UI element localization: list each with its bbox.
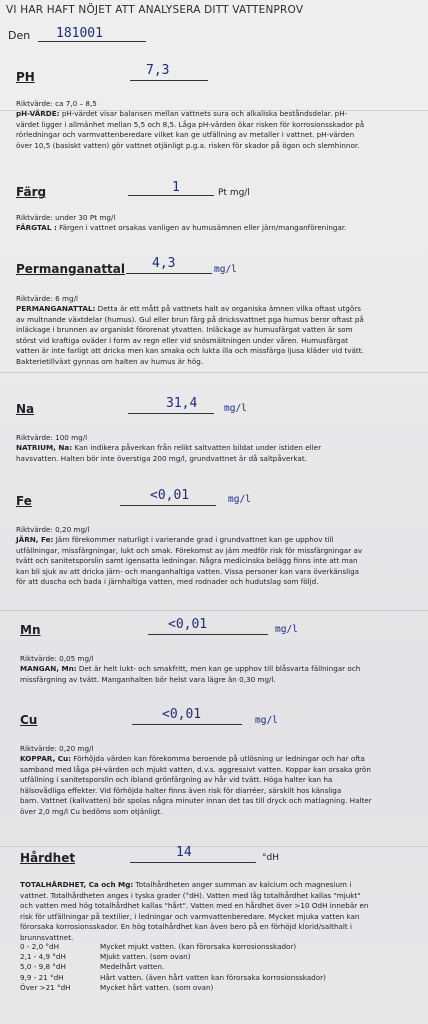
description-line: vatten är inte farligt att dricka men kan smaka och lukta illa och missfärga ljusa kläder vid tvätt. (16, 346, 364, 355)
param-value: <0,01 (168, 617, 208, 632)
date-label: Den (8, 29, 31, 42)
paper-fold (0, 846, 428, 847)
value-line (126, 273, 212, 274)
description-line: över 2,0 mg/l Cu bedöms som otjänligt. (20, 806, 163, 816)
param-value: 14 (176, 845, 192, 860)
hardness-text: Mycket hårt vatten. (som ovan) (100, 982, 214, 992)
param-name: Cu (20, 713, 38, 727)
description-line: Färgen i vattnet orsakas vanligen av humusämnen eller järn/manganföreningar. (59, 223, 347, 232)
description-line: utfällning i sanitetsporslin och ibland grönfärgning av hår vid tvätt. Höga halter kan ha (20, 775, 333, 784)
table-row (20, 942, 420, 952)
param-value: 31,4 (166, 396, 198, 411)
description-label: JÄRN, Fe: (16, 535, 54, 544)
value-line (130, 862, 256, 863)
description-line: kan bli sjuk av att dricka järn- och manganhaltiga vatten. Vissa personer kan vara överkänsliga (16, 566, 360, 576)
hardness-range: Över >21 °dH (20, 982, 71, 992)
description-line: brunnsvattnet. (20, 932, 74, 942)
table-row (20, 962, 420, 972)
description-label: PERMANGANATTAL: (16, 304, 96, 313)
description-line: för att duscha och bada i järnhaltiga vatten, med rodnader och hudutslag som följd. (16, 577, 319, 586)
param-name: Fe (16, 494, 32, 508)
date-line (38, 41, 146, 42)
description-line: Kan indikera påverkan från relikt saltvatten bildat under istiden eller (74, 443, 322, 452)
param-name: Permanganattal (16, 262, 126, 276)
description-line: barn. Vattnet (kallvatten) bör spolas några minuter innan det tas till dryck och matlagning. Halter (20, 796, 372, 805)
description-line: inläckage i brunnen av organiskt förorenat ytvatten. Inläckage av humusfärgat vatten är som (16, 325, 353, 334)
description-line: havsvatten. Halten bör inte överstiga 200 mg/l, grundvattnet är då saltpåverkat. (16, 453, 307, 463)
description-label: pH-VÄRDE: (16, 109, 60, 118)
table-row (20, 952, 420, 962)
unit-label: mg/l (255, 715, 278, 726)
description-label: FÄRGTAL : (16, 223, 57, 232)
hardness-text: Medelhårt vatten. (100, 962, 165, 972)
unit-label: mg/l (275, 624, 298, 635)
description-label: KOPPAR, Cu: (20, 754, 71, 763)
parameter-description (16, 443, 426, 464)
description-line: förorsaka korrosionsskador. En hög totalhårdhet kan även bero på en förhöjd klorid/salthalt i (20, 922, 353, 931)
hardness-text: Mjukt vatten. (som ovan) (100, 952, 191, 962)
description-label: MANGAN, Mn: (20, 664, 77, 673)
parameter-description (16, 304, 426, 367)
reference-value: Riktvärde: 6 mg/l (16, 294, 78, 303)
description-line: utfällningar, missfärgningar, lukt och smak. Förekomst av järn medför risk för missfärgningar av (16, 545, 363, 555)
unit-label: mg/l (214, 264, 237, 275)
param-name: Hårdhet (20, 851, 76, 865)
description-line: över 10,5 (basiskt vatten) gör vattnet otjänligt p.g.a. risken för skador på ögon och slemhinnor. (16, 140, 360, 150)
description-label: TOTALHÅRDHET, Ca och Mg: (20, 880, 134, 889)
value-line (128, 195, 214, 196)
hardness-text: Hårt vatten. (även hårt vatten kan förorsaka korrosionsskador) (100, 972, 326, 982)
param-value: <0,01 (150, 488, 190, 503)
param-name: Färg (16, 185, 47, 199)
parameter-description (20, 754, 428, 817)
reference-value: Riktvärde: ca 7,0 – 8,5 (16, 99, 97, 108)
hardness-text: Mycket mjukt vatten. (kan förorsaka korrosionsskador) (100, 942, 297, 951)
parameter-description (20, 880, 428, 943)
value-line (120, 505, 216, 506)
reference-value: Riktvärde: 0,20 mg/l (20, 744, 94, 753)
description-line: risk för utfällningar på textilier, i ledningar och varmvattenberedare. Mycket mjuka vatten kan (20, 911, 360, 921)
reference-value: Riktvärde: 0,05 mg/l (20, 654, 94, 663)
description-line: hälsovådliga effekter. Vid förhöjda halter finns även risk för diarréer, särskilt hos känsliga (20, 785, 342, 795)
description-line: Bakterietillväxt gynnas om halten av humus är hög. (16, 356, 204, 366)
hardness-range: 5,0 - 9,8 °dH (20, 962, 66, 972)
description-line: Totalhårdheten anger summan av kalcium och magnesium i (135, 880, 352, 889)
description-line: vattnet. Totalhårdheten anges i tyska grader (°dH). Vatten med låg totalhårdhet kallas "mjukt" (20, 890, 361, 900)
paper-fold (0, 610, 428, 611)
hardness-range: 2,1 - 4,9 °dH (20, 952, 66, 962)
description-line: Järn förekommer naturligt i varierande grad i grundvattnet kan ge upphov till (55, 535, 334, 544)
param-name: Mn (20, 623, 41, 637)
unit-label: mg/l (228, 494, 251, 505)
description-line: värdet ligger i allmänhet mellan 5,5 och 8,5. Låga pH-värden ökar risken för korrosionsskador på (16, 119, 365, 129)
value-line (130, 80, 208, 81)
description-line: Förhöjda värden kan förekomma beroende på utlösning ur ledningar och har ofta (73, 754, 365, 763)
hardness-table (20, 942, 420, 993)
parameter-description (16, 109, 426, 151)
description-line: samband med låga pH-värden och mjukt vatten, d.v.s. aggressivt vatten. Koppar kan orsaka grön (20, 764, 371, 774)
table-row (20, 983, 420, 993)
reference-value: Riktvärde: under 30 Pt mg/l (16, 213, 116, 222)
parameter-description (16, 223, 426, 234)
description-line: av multnande växtdelar (humus). Gul eller brun färg på dricksvattnet pga humus beror oftast på (16, 314, 364, 324)
value-line (128, 413, 214, 414)
table-row (20, 973, 420, 983)
param-name: Na (16, 402, 35, 416)
param-value: 7,3 (146, 63, 170, 78)
reference-value: Riktvärde: 0,20 mg/l (16, 525, 90, 534)
description-line: pH-värdet visar balansen mellan vattnets sura och alkaliska beståndsdelar. pH- (61, 109, 348, 118)
parameter-description (20, 664, 428, 685)
description-line: störst vid kraftiga oväder i form av regn eller vid snösmältningen under våren. Humusfärgat (16, 335, 348, 345)
hardness-range: 0 - 2,0 °dH (20, 942, 60, 951)
value-line (132, 724, 242, 725)
description-line: och vatten med hög totalhårdhet kallas "hårt". Vatten med en hårdhet över >10 OdH innebär en (20, 901, 369, 910)
report-header: VI HAR HAFT NÖJET ATT ANALYSERA DITT VATTENPROV (6, 4, 304, 16)
unit-label: mg/l (224, 403, 247, 414)
unit-label: Pt mg/l (218, 188, 250, 198)
hardness-range: 9,9 - 21 °dH (20, 972, 64, 982)
description-line: tvätt och sanitetsporslin samt igensatta ledningar. Några medicinska belägg finns inte att man (16, 556, 358, 565)
description-line: Detta är ett mått på vattnets halt av organiska ämnen vilka oftast utgörs (97, 304, 361, 313)
param-value: 1 (172, 180, 180, 195)
description-line: missfärgning av tvätt. Manganhalten bör helst vara lägre än 0,30 mg/l. (20, 674, 276, 684)
date-value: 181001 (56, 26, 103, 41)
description-line: Det är helt lukt- och smakfritt, men kan ge upphov till blåsvarta fällningar och (78, 664, 361, 673)
param-name: PH (16, 70, 35, 84)
param-value: <0,01 (162, 707, 202, 722)
unit-label: °dH (262, 853, 279, 863)
param-value: 4,3 (152, 256, 176, 271)
parameter-description (16, 535, 426, 588)
description-label: NATRIUM, Na: (16, 443, 73, 452)
paper-fold (0, 372, 428, 373)
description-line: rörledningar och varmvattenberedare vilket kan ge utfällning av metaller i vattnet. pH-värden (16, 130, 355, 139)
reference-value: Riktvärde: 100 mg/l (16, 433, 88, 442)
value-line (148, 634, 268, 635)
